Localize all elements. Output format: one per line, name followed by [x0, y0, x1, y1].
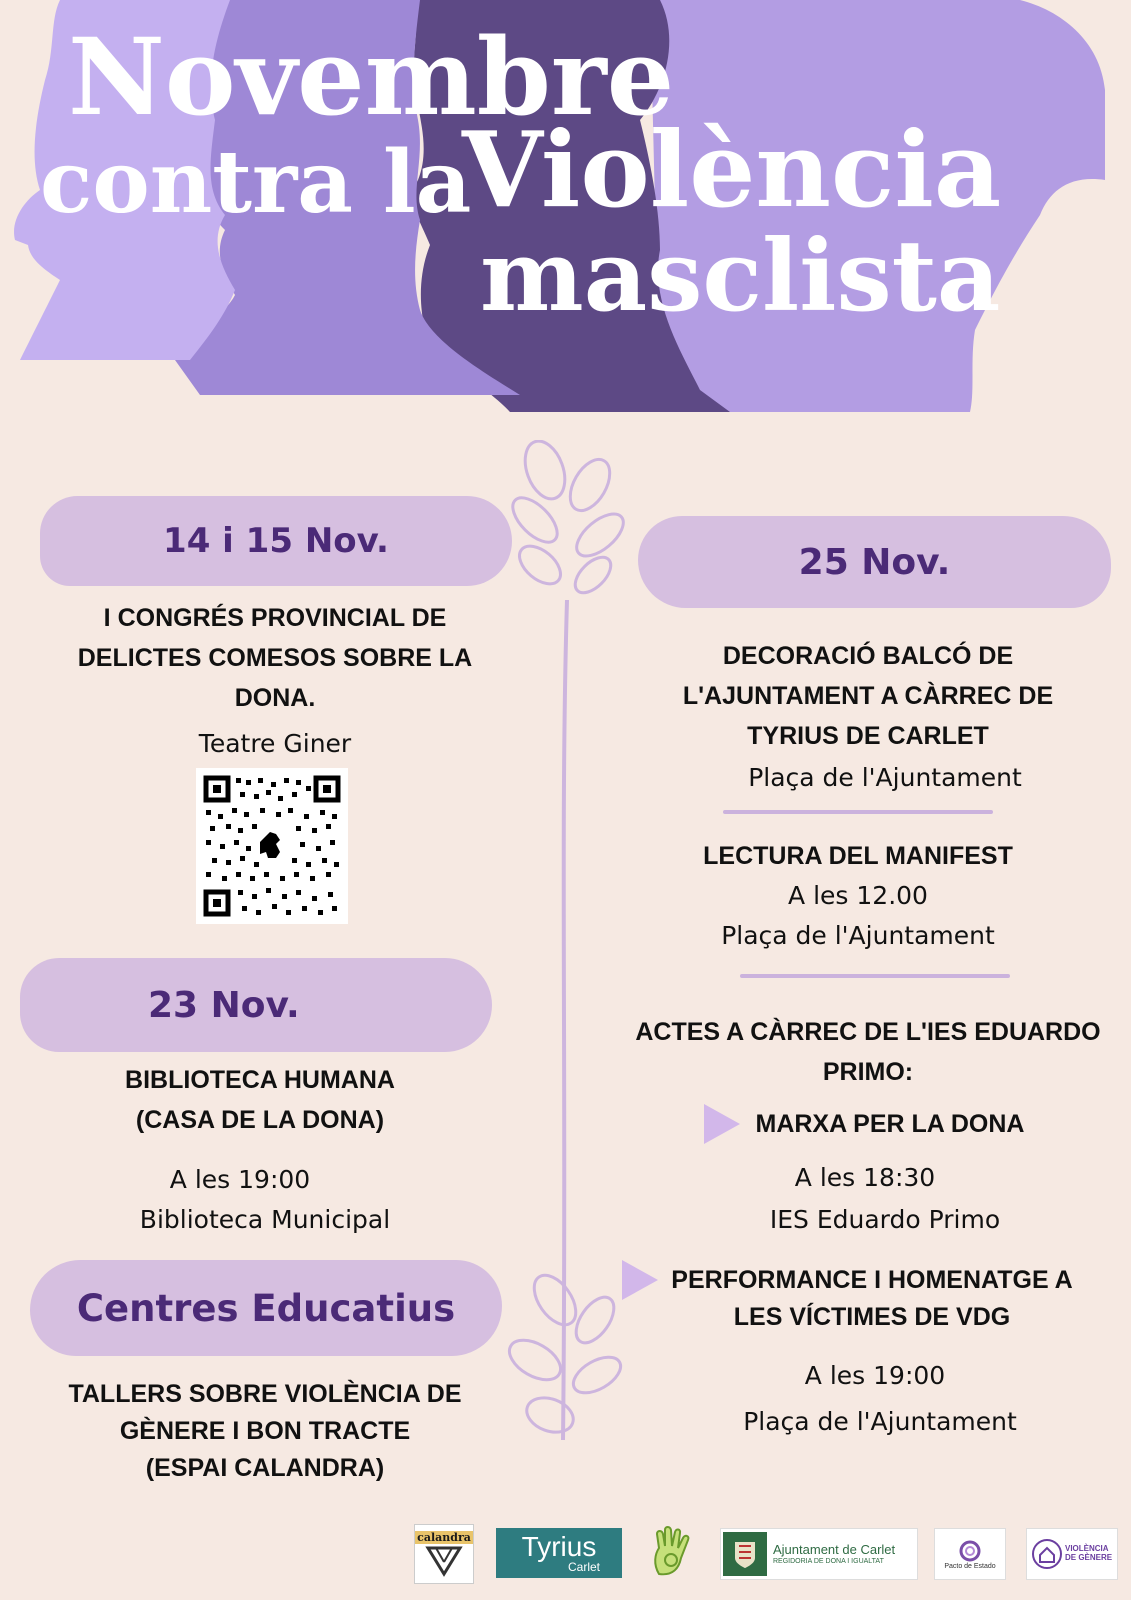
- event-manifest-place: Plaça de l'Ajuntament: [721, 921, 995, 950]
- logo-calandra: [414, 1524, 474, 1584]
- logo-ajuntament-sub: REGIDORIA DE DONA I IGUALTAT: [773, 1557, 884, 1565]
- event-performance-title: [652, 1262, 1092, 1336]
- date-23-nov: 23 Nov.: [148, 984, 300, 1026]
- event-marxa-place: IES Eduardo Primo: [769, 1205, 1001, 1234]
- pacto-circle-icon: [957, 1539, 983, 1563]
- event-ies-title: [608, 1012, 1128, 1092]
- house-icon: [1031, 1538, 1063, 1570]
- event-biblioteca-line2: (CASA DE LA DONA): [135, 1106, 385, 1134]
- section-centres-educatius: Centres Educatius: [76, 1286, 456, 1330]
- event-congres-place: Teatre Giner: [198, 729, 352, 758]
- logo-hand: [645, 1524, 701, 1580]
- event-performance-time: A les 19:00: [804, 1361, 946, 1390]
- title-contra-la: contra la: [40, 132, 472, 233]
- calandra-icon: [424, 1544, 464, 1578]
- event-ies-line1: ACTES A CÀRREC DE L'IES EDUARDO: [635, 1018, 1101, 1046]
- event-balco-line2: L'AJUNTAMENT A CÀRREC DE: [682, 682, 1054, 710]
- logo-pacto: [934, 1528, 1006, 1580]
- event-biblioteca-time: A les 19:00: [169, 1165, 311, 1194]
- event-tallers-line2: GÈNERE I BON TRACTE: [119, 1417, 411, 1445]
- hand-icon: [645, 1524, 701, 1580]
- event-congres-line2: DELICTES COMESOS SOBRE LA: [77, 644, 473, 672]
- event-tallers-line3: (ESPAI CALANDRA): [145, 1454, 385, 1482]
- event-tallers-line1: TALLERS SOBRE VIOLÈNCIA DE: [68, 1380, 462, 1408]
- event-marxa-title: MARXA PER LA DONA: [755, 1110, 1025, 1138]
- date-pill-23-nov: [20, 958, 492, 1052]
- event-balco-line1: DECORACIÓ BALCÓ DE: [722, 642, 1014, 670]
- event-ies-line2: PRIMO:: [822, 1058, 914, 1086]
- event-biblioteca-title: [20, 1060, 500, 1140]
- logo-tyrius-text: Tyrius: [521, 1531, 597, 1562]
- logo-ajuntament-text: Ajuntament de Carlet: [773, 1542, 896, 1557]
- event-manifest-time: A les 12.00: [788, 881, 928, 910]
- event-performance-line1: PERFORMANCE I HOMENATGE A: [671, 1266, 1073, 1294]
- logo-ajuntament: [720, 1528, 918, 1580]
- event-balco-line3: TYRIUS DE CARLET: [747, 722, 989, 750]
- qr-code[interactable]: [196, 768, 348, 924]
- logo-xarxa-text: VIOLÈNCIA DE GÈNERE: [1065, 1544, 1113, 1562]
- event-performance-line2: LES VÍCTIMES DE VDG: [733, 1303, 1011, 1331]
- title-masclista: masclista: [480, 219, 1001, 334]
- logo-pacto-text: Pacto de Estado: [944, 1562, 996, 1570]
- event-balco-place: Plaça de l'Ajuntament: [748, 763, 1022, 792]
- divider-2: [740, 974, 1010, 978]
- event-manifest-title: LECTURA DEL MANIFEST: [703, 842, 1013, 870]
- date-pill-25-nov: [638, 516, 1111, 608]
- event-congres-line3: DONA.: [234, 684, 316, 712]
- logo-tyrius-sub: Carlet: [567, 1560, 600, 1574]
- event-biblioteca-line1: BIBLIOTECA HUMANA: [125, 1066, 395, 1094]
- date-pill-14-15-nov: [40, 496, 512, 586]
- event-balco-title: [608, 636, 1128, 756]
- divider-1: [723, 810, 993, 814]
- logo-xarxa: [1026, 1528, 1118, 1580]
- event-biblioteca-place: Biblioteca Municipal: [139, 1205, 391, 1234]
- date-25-nov: 25 Nov.: [798, 541, 951, 583]
- title-novembre: Novembre: [68, 14, 675, 139]
- logo-tyrius: [496, 1528, 622, 1578]
- title-violencia: Violència: [462, 108, 1002, 231]
- event-tallers-title: [20, 1376, 510, 1487]
- date-14-15-nov: 14 i 15 Nov.: [163, 521, 389, 561]
- section-pill-centres: [30, 1260, 502, 1356]
- event-performance-place: Plaça de l'Ajuntament: [743, 1407, 1017, 1436]
- ajuntament-shield-icon: [723, 1532, 767, 1576]
- logo-calandra-text: calandra: [415, 1531, 473, 1544]
- event-congres-line1: I CONGRÉS PROVINCIAL DE: [103, 604, 447, 632]
- event-marxa-time: A les 18:30: [794, 1163, 936, 1192]
- bullet-triangle-1: [704, 1104, 740, 1144]
- event-congres-title: [40, 598, 510, 718]
